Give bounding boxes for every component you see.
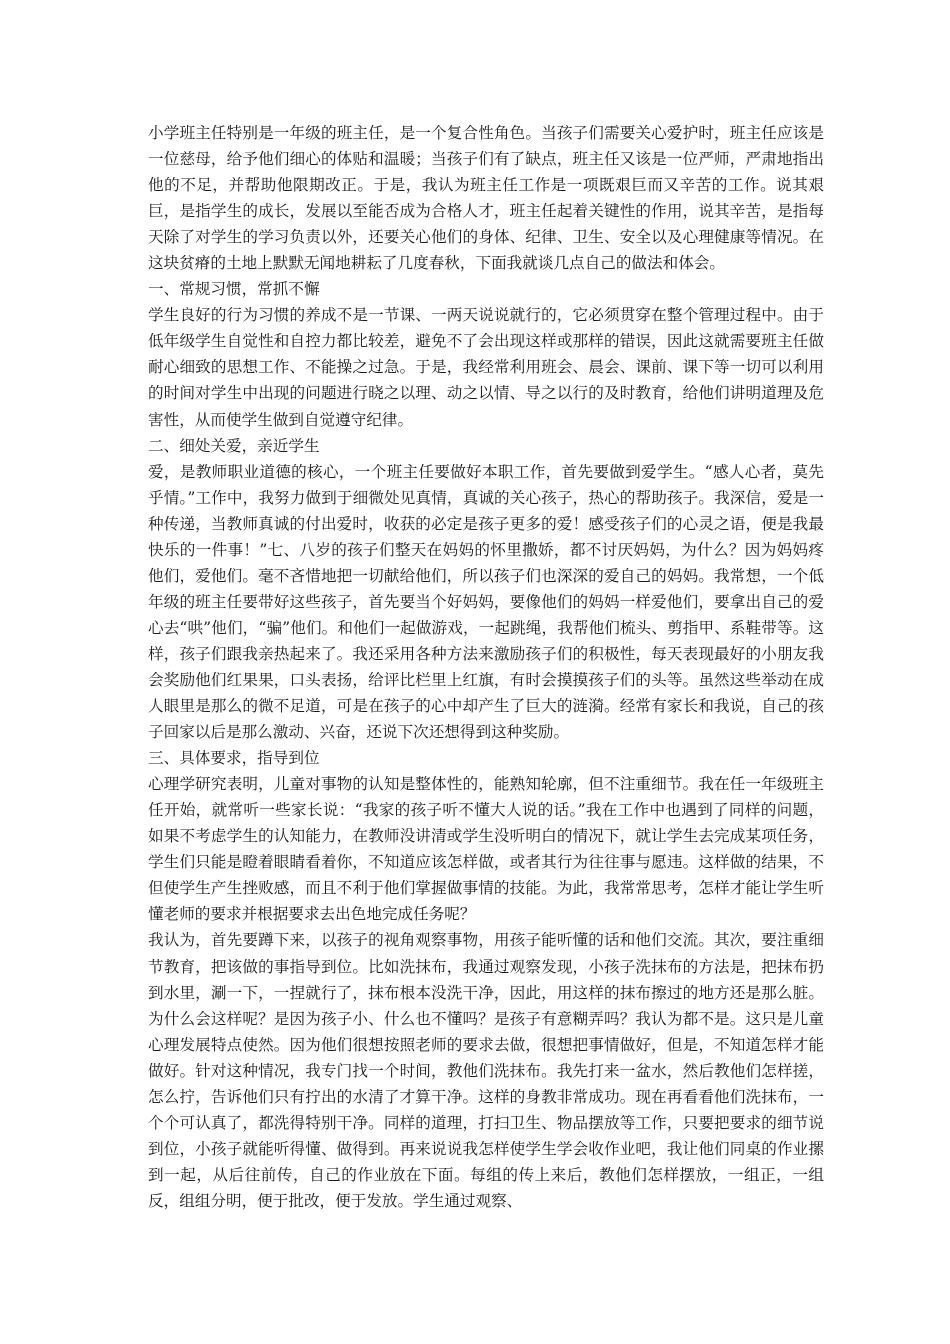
intro-paragraph: 小学班主任特别是一年级的班主任，是一个复合性角色。当孩子们需要关心爱护时，班主任应该是一位慈母，给予他们细心的体贴和温暖；当孩子们有了缺点，班主任又该是一位严师，严肃地指出他的不足，并帮助他限期改正。于是，我认为班主任工作是一项既艰巨而又辛苦的工作。说其艰巨，是指学生的成长，发展以至能否成为合格人才，班主任起着关键性的作用，说其辛苦，是指每天除了对学生的学习负责以外，还要关心他们的身体、纪律、卫生、安全以及心理健康等情况。在这块贫瘠的土地上默默无闻地耕耘了几度春秋，下面我就谈几点自己的做法和体会。 [148, 124, 824, 273]
section-paragraph-3b: 我认为，首先要蹲下来，以孩子的视角观察事物，用孩子能听懂的话和他们交流。其次，要注重细节教育，把该做的事指导到位。比如洗抹布，我通过观察发现，小孩子洗抹布的方法是，把抹布扔到水里，涮一下，一捏就行了，抹布根本没洗干净，因此，用这样的抹布擦过的地方还是那么脏。为什么会这样呢？是因为孩子小、什么也不懂吗？是孩子有意糊弄吗？我认为都不是。这只是儿童心理发展特点使然。因为他们很想按照老师的要求去做，很想把事情做好，但是，不知道怎样才能做好。针对这种情况，我专门找一个时间，教他们洗抹布。我先打来一盆水，然后教他们怎样搓，怎么拧，告诉他们只有拧出的水清了才算干净。这样的身教非常成功。现在再看看他们洗抹布，一个个可认真了，都洗得特别干净。同样的道理，打扫卫生、物品摆放等工作，只要把要求的细节说到位，小孩子就能听得懂、做得到。再来说说我怎样使学生学会收作业吧，我让他们同桌的作业摞到一起，从后往前传，自己的作业放在下面。每组的传上来后，教他们怎样摆放，一组正，一组反，组组分明，便于批改，便于发放。学生通过观察、 [148, 931, 824, 1210]
section-paragraph-2: 爱，是教师职业道德的核心，一个班主任要做好本职工作，首先要做到爱学生。“感人心者，莫先乎情。”工作中，我努力做到于细微处见真情，真诚的关心孩子，热心的帮助孩子。我深信，爱是一种传递，当教师真诚的付出爱时，收获的必定是孩子更多的爱！感受孩子们的心灵之语，便是我最快乐的一件事！”七、八岁的孩子们整天在妈妈的怀里撒娇，都不讨厌妈妈，为什么？因为妈妈疼他们，爱他们。毫不吝惜地把一切献给他们，所以孩子们也深深的爱自己的妈妈。我常想，一个低年级的班主任要带好这些孩子，首先要当个好妈妈，要像他们的妈妈一样爱他们，要拿出自己的爱心去“哄”他们，“骗”他们。和他们一起做游戏，一起跳绳，我帮他们梳头、剪指甲、系鞋带等。这样，孩子们跟我亲热起来了。我还采用各种方法来激励孩子们的积极性，每天表现最好的小朋友我会奖励他们红果果，口头表扬，给评比栏里上红旗，有时会摸摸孩子们的头等。虽然这些举动在成人眼里是那么的微不足道，可是在孩子的心中却产生了巨大的涟漪。经常有家长和我说，自己的孩子回家以后是那么激动、兴奋，还说下次还想得到这种奖励。 [148, 462, 824, 742]
section-heading-1: 一、常规习惯，常抓不懈 [148, 280, 320, 299]
section-heading-2: 二、细处关爱，亲近学生 [148, 436, 320, 455]
section-paragraph-3a: 心理学研究表明，儿童对事物的认知是整体性的，能熟知轮廓，但不注重细节。我在任一年级班主任开始，就常听一些家长说：“我家的孩子听不懂大人说的话。”我在工作中也遇到了同样的问题，如果不考虑学生的认知能力，在教师没讲清或学生没听明白的情况下，就让学生去完成某项任务，学生们只能是瞪着眼睛看着你，不知道应该怎样做，或者其行为往往事与愿违。这样做的结果，不但使学生产生挫败感，而且不利于他们掌握做事情的技能。为此，我常常思考，怎样才能让学生听懂老师的要求并根据要求去出色地完成任务呢？ [148, 775, 824, 924]
section-paragraph-1: 学生良好的行为习惯的养成不是一节课、一两天说说就行的，它必须贯穿在整个管理过程中。由于低年级学生自觉性和自控力都比较差，避免不了会出现这样或那样的错误，因此这就需要班主任做耐心细致的思想工作、不能操之过急。于是，我经常利用班会、晨会、课前、课下等一切可以利用的时间对学生中出现的问题进行晓之以理、动之以情、导之以行的及时教育，给他们讲明道理及危害性，从而使学生做到自觉遵守纪律。 [148, 306, 824, 429]
section-heading-3: 三、具体要求，指导到位 [148, 749, 320, 768]
document-body [148, 120, 824, 1214]
